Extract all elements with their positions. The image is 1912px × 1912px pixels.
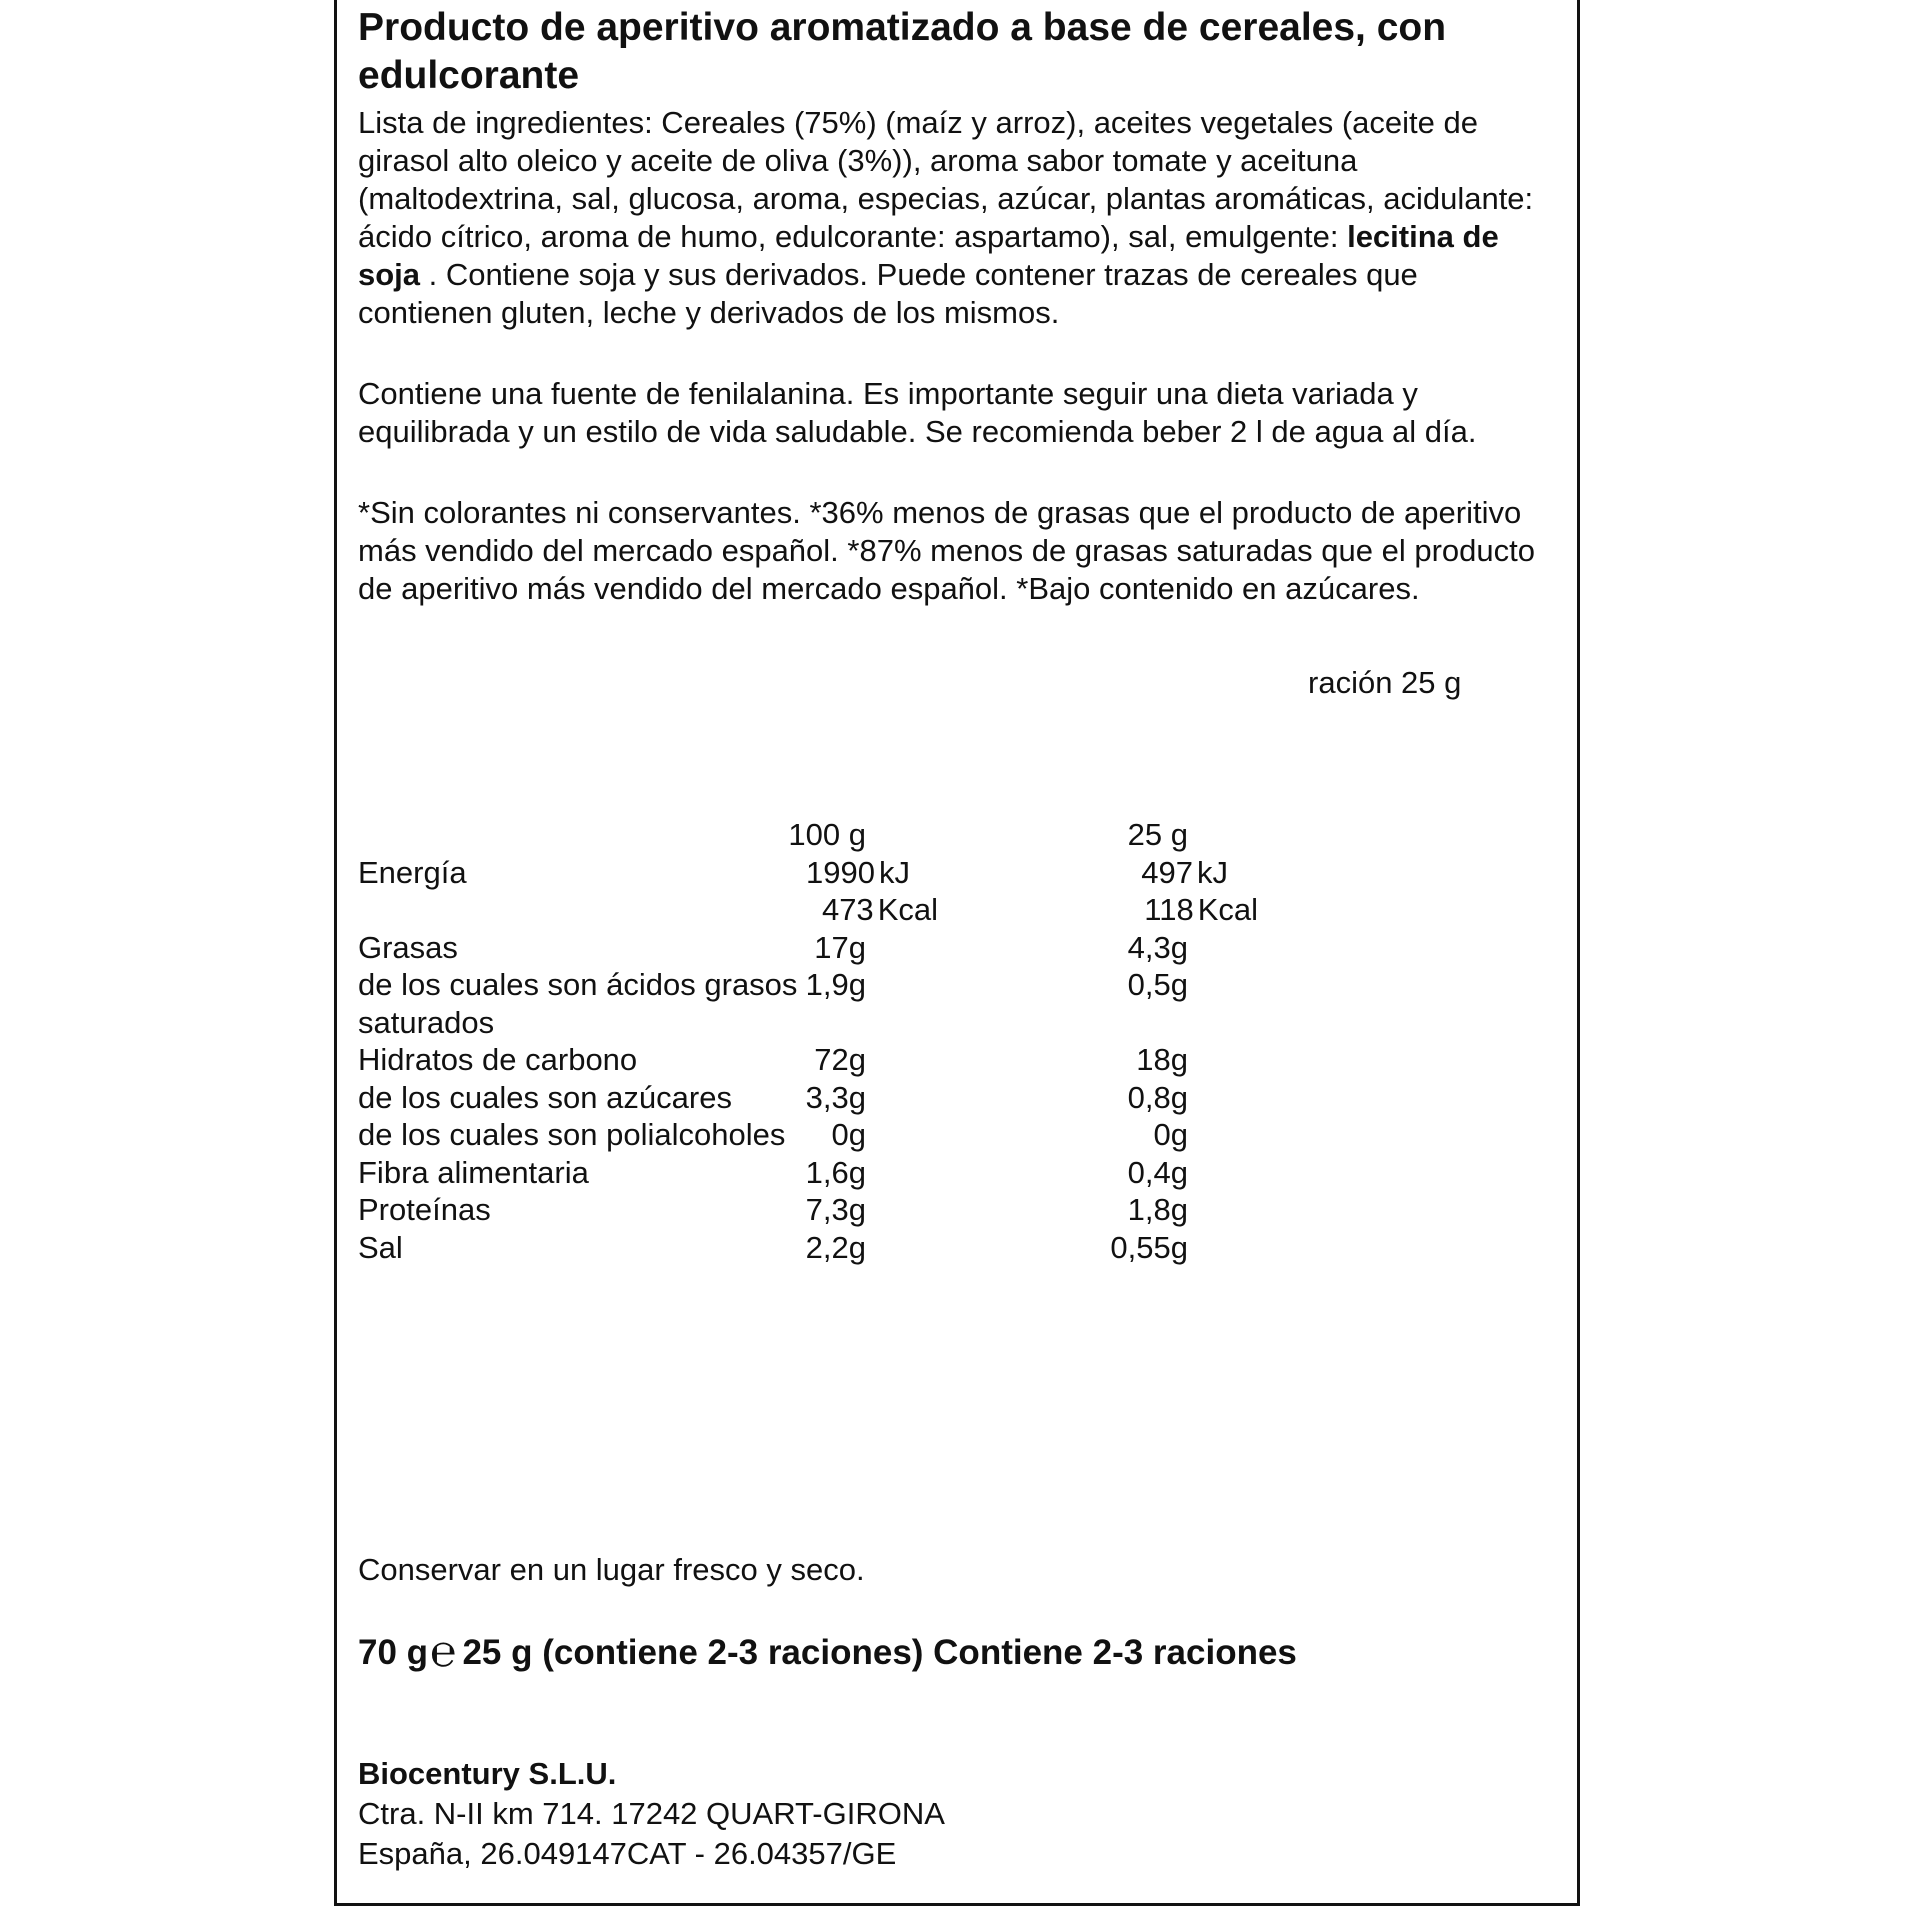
nutrition-header-row [358, 816, 1558, 854]
nutrient-value-100g: 3,3g [805, 1079, 866, 1115]
nutrition-claims: *Sin colorantes ni conservantes. *36% menos de grasas que el producto de aperitivo más vendido del mercado español. *87% menos de grasas saturadas que el producto de aperitivo más vendido del mercado español. *Bajo contenido en azúcares. [358, 495, 1536, 606]
header-per-100g: 100 g [788, 817, 866, 852]
estimated-sign-icon: ℮ [430, 1627, 457, 1676]
phenylalanine-note: Contiene una fuente de fenilalanina. Es importante seguir una dieta variada y equilibrada y un estilo de vida saludable. Se recomienda beber 2 l de agua al día. [358, 376, 1477, 449]
nutrient-name: Energía [358, 854, 467, 890]
nutrient-row [358, 966, 1558, 1041]
nutrient-value-25g: 0g [1153, 1117, 1188, 1152]
header-per-25g: 25 g [1127, 817, 1188, 852]
storage-instructions: Conservar en un lugar fresco y seco. [358, 1552, 865, 1587]
nutrient-value-100g: 17g [814, 929, 866, 965]
company-name: Biocentury S.L.U. [358, 1756, 617, 1791]
nutrient-value-100g: 0g [831, 1117, 866, 1152]
nutrient-row [358, 929, 1558, 967]
nutrient-name: de los cuales son polialcoholes [358, 1117, 786, 1152]
nutrient-name: Hidratos de carbono [358, 1042, 638, 1077]
nutrient-value-25g: 0,5g [1127, 967, 1188, 1002]
nutrient-value-25g: 4,3g [1127, 929, 1188, 965]
nutrient-value-25g: 18g [1136, 1042, 1188, 1077]
nutrient-value-25g: 0,8g [1127, 1079, 1188, 1115]
net-quantity [358, 1627, 1297, 1676]
energy-kj-row [358, 854, 1558, 892]
nutrient-name: de los cuales son azúcares [358, 1079, 732, 1115]
nutrient-name: Proteínas [358, 1192, 491, 1227]
energy-kcal-25g: 118 Kcal [1144, 892, 1258, 927]
serving-size-label: ración 25 g [1308, 665, 1462, 700]
company-info [358, 1754, 945, 1874]
energy-kj-25g: 497 kJ [1141, 854, 1228, 890]
nutrient-value-25g: 0,4g [1127, 1154, 1188, 1190]
ingredients-list [358, 104, 1558, 332]
nutrient-name: Fibra alimentaria [358, 1154, 589, 1190]
nutrition-table [358, 816, 1558, 1266]
nutrient-value-100g: 1,6g [805, 1154, 866, 1190]
net-weight: 70 g [358, 1633, 429, 1672]
product-title: Producto de aperitivo aromatizado a base de cereales, con edulcorante [358, 6, 1447, 97]
nutrient-value-25g: 1,8g [1127, 1192, 1188, 1227]
nutrient-name: Sal [358, 1229, 403, 1265]
ingredients-text-start: Lista de ingredientes: Cereales (75%) (maíz y arroz), aceites vegetales (aceite de girasol alto oleico y aceite de oliva (3%)), aroma sabor tomate y aceituna (maltodextrina, sal, glucosa, aroma, especias, azúcar, plantas aromáticas, acidulante: ácido cítrico, aroma de humo, edulcorante: aspartamo), sal, emulgente: [358, 105, 1534, 254]
nutrient-row [358, 1041, 1558, 1079]
nutrient-value-100g: 72g [814, 1042, 866, 1077]
nutrient-name: Grasas [358, 929, 458, 965]
company-address: Ctra. N-II km 714. 17242 QUART-GIRONA [358, 1796, 945, 1831]
nutrient-value-100g: 2,2g [805, 1229, 866, 1265]
energy-kcal-100g: 473 Kcal [821, 892, 938, 927]
energy-kcal-row [358, 891, 1558, 929]
nutrient-name: de los cuales son ácidos grasos saturados [358, 967, 798, 1040]
nutrient-value-100g: 7,3g [805, 1192, 866, 1227]
nutrient-row [358, 1116, 1558, 1154]
nutrient-rows [358, 929, 1558, 1267]
nutrient-row [358, 1191, 1558, 1229]
allergen-highlight: lecitina de soja [358, 219, 1499, 292]
serving-count: 25 g (contiene 2-3 raciones) Contiene 2-3 raciones [462, 1633, 1297, 1672]
nutrient-row [358, 1229, 1558, 1267]
ingredients-text-end: . Contiene soja y sus derivados. Puede contener trazas de cereales que contienen gluten, leche y derivados de los mismos. [358, 257, 1418, 330]
nutrient-row [358, 1079, 1558, 1117]
nutrient-value-25g: 0,55g [1110, 1229, 1188, 1265]
company-registry-codes: España, 26.049147CAT - 26.04357/GE [358, 1836, 897, 1871]
nutrient-value-100g: 1,9g [805, 967, 866, 1002]
energy-kj-100g: 1990 kJ [806, 854, 910, 890]
nutrient-row [358, 1154, 1558, 1192]
